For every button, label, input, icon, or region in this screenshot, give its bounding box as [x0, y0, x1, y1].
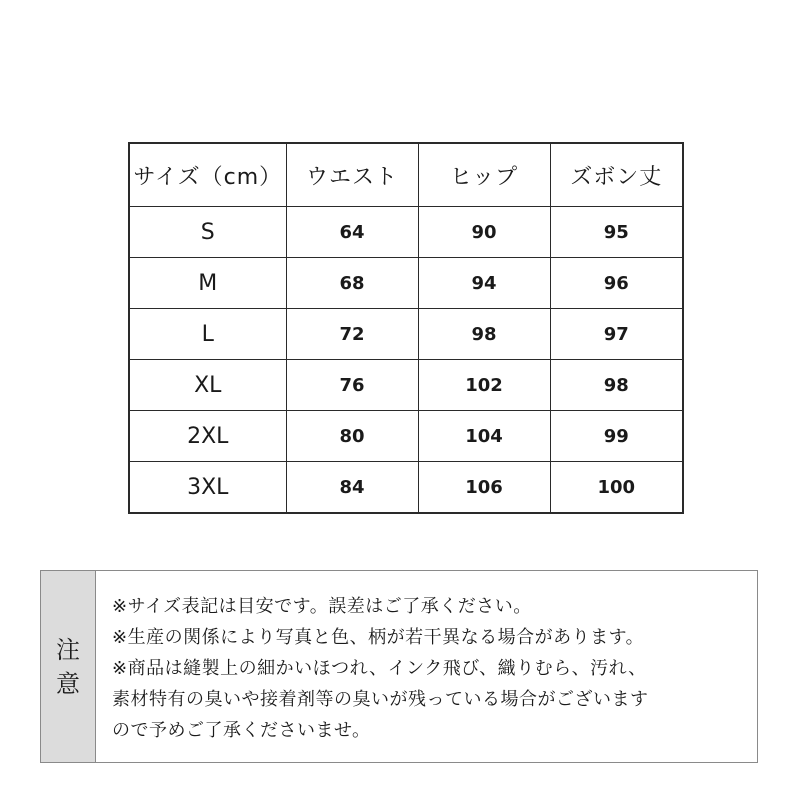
- cell-hip: 106: [418, 462, 550, 514]
- cell-hip: 94: [418, 258, 550, 309]
- notice-line: ※サイズ表記は目安です。誤差はご了承ください。: [112, 596, 532, 617]
- table-row: [129, 258, 683, 309]
- cell-length: 95: [550, 207, 683, 258]
- cell-hip: 104: [418, 411, 550, 462]
- notice-line: 素材特有の臭いや接着剤等の臭いが残っている場合がございます: [112, 689, 649, 710]
- cell-length: 96: [550, 258, 683, 309]
- notice-label-char: 意: [56, 669, 80, 698]
- table-row: [129, 462, 683, 514]
- cell-waist: 64: [286, 207, 418, 258]
- header-waist: ウエスト: [286, 143, 418, 207]
- cell-length: 97: [550, 309, 683, 360]
- cell-size: 3XL: [129, 462, 286, 514]
- cell-length: 99: [550, 411, 683, 462]
- cell-hip: 102: [418, 360, 550, 411]
- cell-waist: 76: [286, 360, 418, 411]
- cell-hip: 90: [418, 207, 550, 258]
- table-row: [129, 360, 683, 411]
- size-table: [128, 142, 684, 514]
- notice-line: ※生産の関係により写真と色、柄が若干異なる場合があります。: [112, 627, 645, 648]
- header-length: ズボン丈: [550, 143, 683, 207]
- cell-hip: 98: [418, 309, 550, 360]
- cell-size: 2XL: [129, 411, 286, 462]
- notice-label: [41, 571, 96, 762]
- cell-length: 100: [550, 462, 683, 514]
- cell-waist: 72: [286, 309, 418, 360]
- cell-size: XL: [129, 360, 286, 411]
- notice-box: [40, 570, 758, 763]
- header-size: サイズ（cm）: [129, 143, 286, 207]
- header-hip: ヒップ: [418, 143, 550, 207]
- cell-length: 98: [550, 360, 683, 411]
- cell-waist: 80: [286, 411, 418, 462]
- notice-line: ※商品は縫製上の細かいほつれ、インク飛び、織りむら、汚れ、: [112, 658, 647, 679]
- cell-waist: 68: [286, 258, 418, 309]
- cell-size: M: [129, 258, 286, 309]
- cell-size: S: [129, 207, 286, 258]
- notice-body: [96, 571, 757, 762]
- table-row: [129, 411, 683, 462]
- cell-size: L: [129, 309, 286, 360]
- table-row: [129, 207, 683, 258]
- notice-label-char: 注: [56, 635, 80, 664]
- cell-waist: 84: [286, 462, 418, 514]
- table-header-row: [129, 143, 683, 207]
- notice-line: ので予めご了承くださいませ。: [112, 720, 371, 741]
- table-row: [129, 309, 683, 360]
